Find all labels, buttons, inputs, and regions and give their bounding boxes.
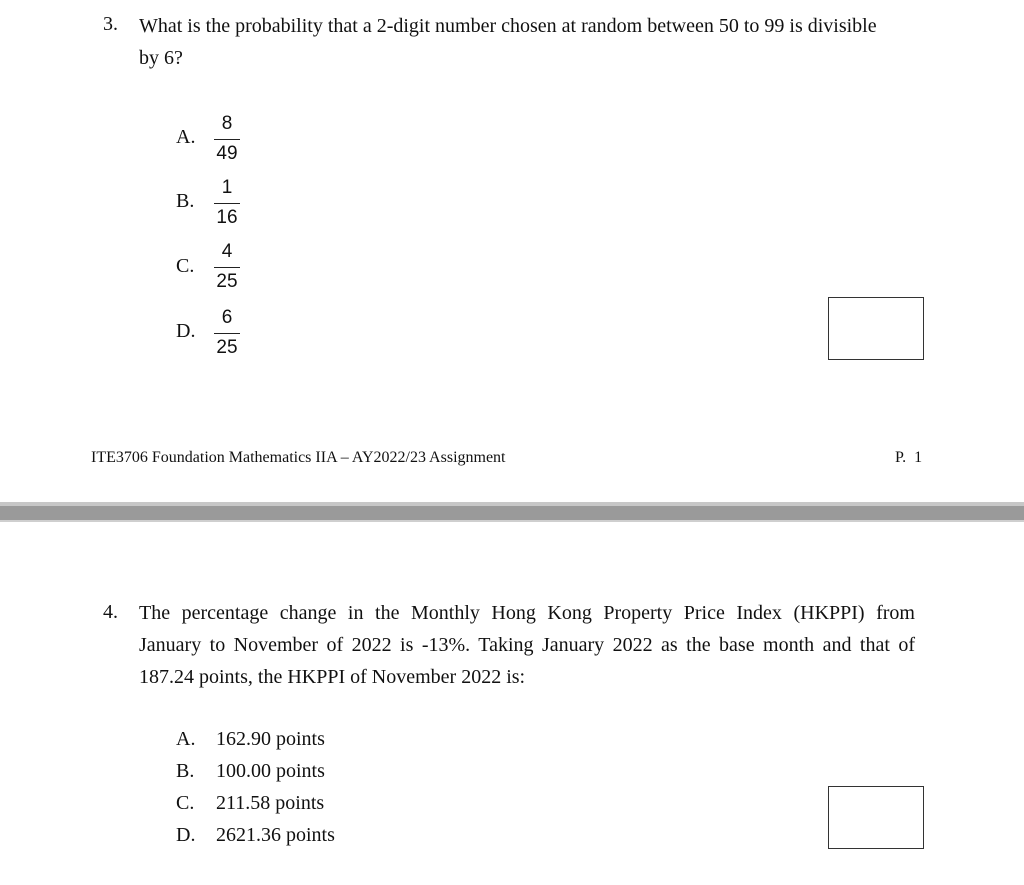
q3-option-a-numerator: 8 (221, 113, 233, 134)
question-4-text-line-3: 187.24 points, the HKPPI of November 2022 is: (139, 666, 526, 688)
question-4-text-line-2: January to November of 2022 is -13%. Taking January 2022 as the base month and that of (139, 634, 915, 656)
q3-option-a-denominator: 49 (216, 143, 238, 164)
q3-option-d-denominator: 25 (216, 337, 238, 358)
q3-option-d-letter: D. (176, 320, 196, 342)
q4-option-c-letter: C. (176, 792, 195, 814)
q3-option-b-letter: B. (176, 190, 195, 212)
q4-option-b-letter: B. (176, 760, 195, 782)
q4-option-b-value: 100.00 points (216, 760, 325, 782)
q3-answer-box[interactable] (828, 297, 924, 360)
q3-option-c-fraction (212, 241, 242, 293)
fraction-bar (214, 203, 240, 204)
question-4-text-line-1: The percentage change in the Monthly Hong Kong Property Price Index (HKPPI) from (139, 602, 915, 624)
footer-course-title: ITE3706 Foundation Mathematics IIA – AY2022/23 Assignment (91, 449, 506, 466)
q3-option-b-numerator: 1 (221, 177, 233, 198)
q3-option-c-denominator: 25 (216, 271, 238, 292)
q4-option-d-letter: D. (176, 824, 196, 846)
q3-option-a-fraction (212, 113, 242, 165)
fraction-bar (214, 267, 240, 268)
q3-option-b-denominator: 16 (216, 207, 238, 228)
page-divider-bottom-shadow (0, 520, 1024, 522)
q4-option-c-value: 211.58 points (216, 792, 325, 814)
question-3-number: 3. (103, 13, 118, 35)
q3-option-c-letter: C. (176, 255, 195, 277)
q4-option-d-value: 2621.36 points (216, 824, 335, 846)
q3-option-d-numerator: 6 (221, 307, 233, 328)
q4-option-a-letter: A. (176, 728, 196, 750)
fraction-bar (214, 139, 240, 140)
q3-option-b-fraction (212, 177, 242, 229)
page-divider (0, 506, 1024, 520)
q3-option-d-fraction (212, 307, 242, 359)
q4-option-a-value: 162.90 points (216, 728, 325, 750)
q4-answer-box[interactable] (828, 786, 924, 849)
footer-page-number: P. 1 (895, 449, 923, 466)
question-3-text-line-1: What is the probability that a 2-digit number chosen at random between 50 to 99 is divisible (139, 15, 877, 37)
fraction-bar (214, 333, 240, 334)
question-3-text-line-2: by 6? (139, 47, 183, 69)
q3-option-c-numerator: 4 (221, 241, 233, 262)
q3-option-a-letter: A. (176, 126, 196, 148)
question-4-number: 4. (103, 601, 118, 623)
